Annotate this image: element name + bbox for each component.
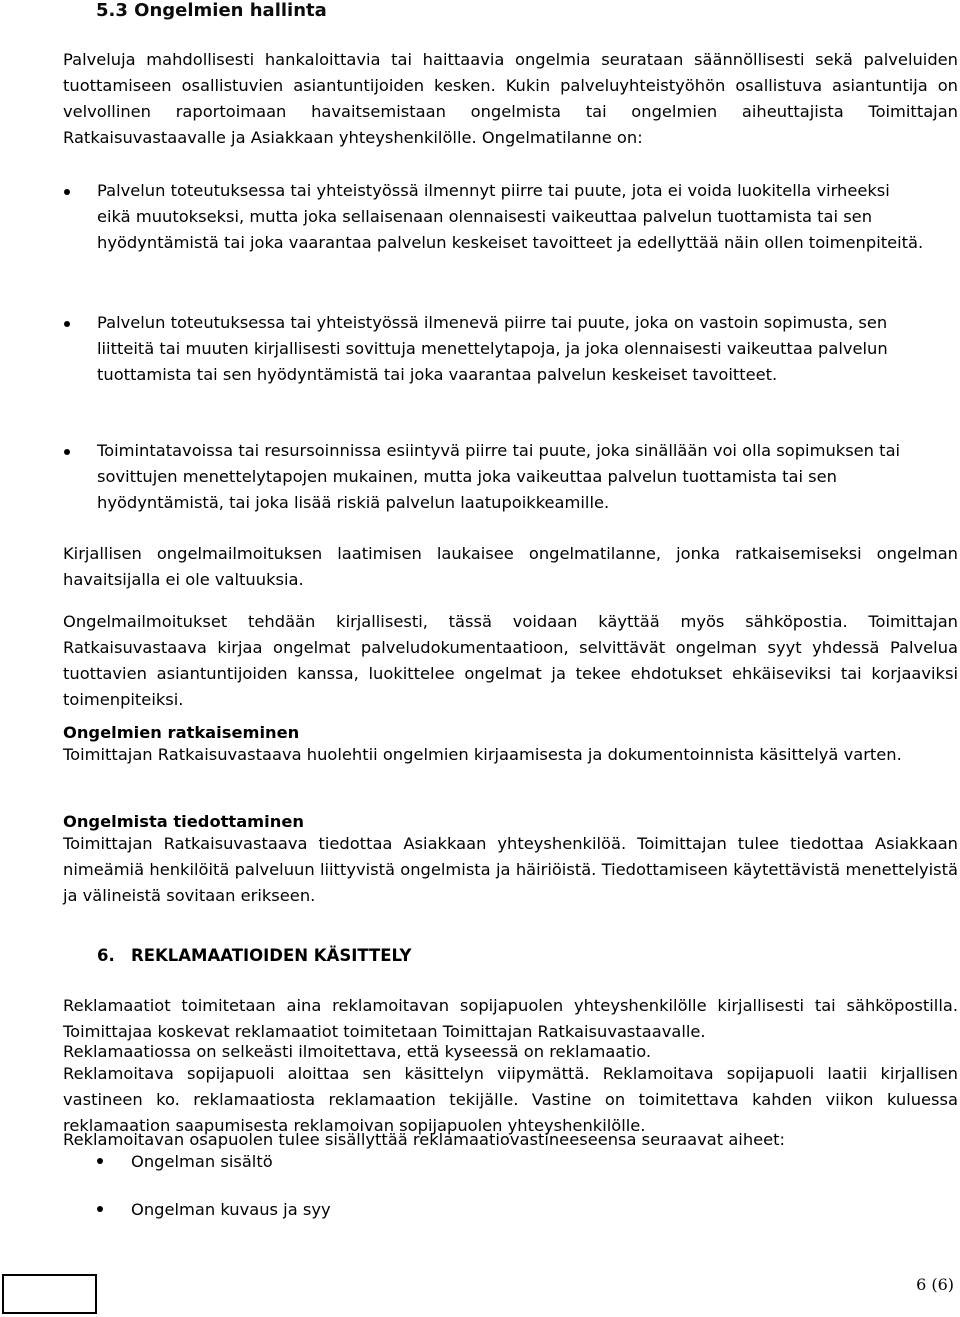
page-number: 6 (6) bbox=[916, 1275, 954, 1294]
section6-paragraph-3: Reklamoitava sopijapuoli aloittaa sen käsittelyn viipymättä. Reklamoitava sopijapuoli laatii kirjallisen vastineen ko. reklamaatiosta reklamaation tekijälle. Vastine on toimitettava kahden viikon kuluessa reklamaation saapumisesta reklamoivan sopijapuolen yhteyshenkilölle. bbox=[63, 1064, 958, 1135]
section6-paragraph-1: Reklamaatiot toimitetaan aina reklamoitavan sopijapuolen yhteyshenkilölle kirjallisesti tai sähköpostilla. Toimittajaa koskevat reklamaatiot toimitetaan Toimittajan Ratkaisuvastaavalle. bbox=[63, 996, 958, 1041]
section6-bullet-item-1: Ongelman sisältö bbox=[131, 1152, 273, 1171]
section-heading: 5.3 Ongelmien hallinta bbox=[96, 0, 327, 21]
informing-paragraph: Toimittajan Ratkaisuvastaava tiedottaa Asiakkaan yhteyshenkilöä. Toimittajan tulee tiedottaa Asiakkaan nimeämiä henkilöitä palveluun liittyvistä ongelmista ja häiriöistä. Tiedottamiseen käytettävistä menettelyistä ja välineistä sovitaan erikseen. bbox=[63, 834, 958, 905]
footer-logo-box bbox=[2, 1274, 97, 1314]
reports-paragraph: Ongelmailmoitukset tehdään kirjallisesti, tässä voidaan käyttää myös sähköpostia. Toimittajan Ratkaisuvastaava kirjaa ongelmat palveludokumentaatioon, selvittävät ongelman syyt yhdessä Palvelua tuottavien asiantuntijoiden kanssa, luokittelee ongelmat ja tekee ehdotukset ehkäiseviksi tai korjaaviksi toimenpiteiksi. bbox=[63, 612, 958, 709]
section6-number: 6. bbox=[97, 946, 115, 965]
section6-paragraph-2: Reklamaatiossa on selkeästi ilmoitettava, että kyseessä on reklamaatio. bbox=[63, 1042, 652, 1061]
solving-paragraph: Toimittajan Ratkaisuvastaava huolehtii ongelmien kirjaamisesta ja dokumentoinnista käsittelyä varten. bbox=[63, 745, 902, 764]
bullet-dot-1 bbox=[64, 189, 70, 195]
informing-heading: Ongelmista tiedottaminen bbox=[63, 812, 304, 831]
section6-title: REKLAMAATIOIDEN KÄSITTELY bbox=[131, 946, 412, 965]
intro-paragraph: Palveluja mahdollisesti hankaloittavia tai haittaavia ongelmia seurataan säännöllisesti sekä palveluiden tuottamiseen osallistuvien asiantuntijoiden kesken. Kukin palveluyhteistyöhön osallistuva asiantuntija on velvollinen raportoimaan havaitsemistaan ongelmista tai ongelmien aiheuttajista Toimittajan Ratkaisuvastaavalle ja Asiakkaan yhteyshenkilölle. Ongelmatilanne on: bbox=[63, 50, 958, 147]
solving-heading: Ongelmien ratkaiseminen bbox=[63, 723, 300, 742]
section6-paragraph-4: Reklamoitavan osapuolen tulee sisällyttää reklamaatiovastineeseensa seuraavat aiheet: bbox=[63, 1130, 786, 1149]
section6-bullet-dot-2 bbox=[97, 1206, 103, 1212]
section6-bullet-item-2: Ongelman kuvaus ja syy bbox=[131, 1200, 331, 1219]
bullet-dot-3 bbox=[64, 449, 70, 455]
bullet-item-3: Toimintatavoissa tai resursoinnissa esiintyvä piirre tai puute, joka sinällään voi olla sopimuksen tai sovittujen menettelytapojen mukainen, mutta joka vaikeuttaa palvelun tuottamista tai sen hyödyntämistä, tai joka lisää riskiä palvelun laatupoikkeamille. bbox=[97, 441, 901, 512]
bullet-item-2: Palvelun toteutuksessa tai yhteistyössä ilmenevä piirre tai puute, joka on vastoin sopimusta, sen liitteitä tai muuten kirjallisesti sovittuja menettelytapoja, ja joka olennaisesti vaikeuttaa palvelun tuottamista tai sen hyödyntämistä tai joka vaarantaa palvelun keskeiset tavoitteet. bbox=[97, 313, 888, 384]
bullet-dot-2 bbox=[64, 321, 70, 327]
bullet-item-1: Palvelun toteutuksessa tai yhteistyössä ilmennyt piirre tai puute, jota ei voida luokitella virheeksi eikä muutokseksi, mutta joka sellaisenaan olennaisesti vaikeuttaa palvelun tuottamista tai sen hyödyntämistä tai joka vaarantaa palvelun keskeiset tavoitteet ja edellyttää näin ollen toimenpiteitä. bbox=[97, 181, 924, 252]
section6-bullet-dot-1 bbox=[97, 1158, 103, 1164]
written-report-paragraph: Kirjallisen ongelmailmoituksen laatimisen laukaisee ongelmatilanne, jonka ratkaisemiseksi ongelman havaitsijalla ei ole valtuuksia. bbox=[63, 544, 958, 589]
